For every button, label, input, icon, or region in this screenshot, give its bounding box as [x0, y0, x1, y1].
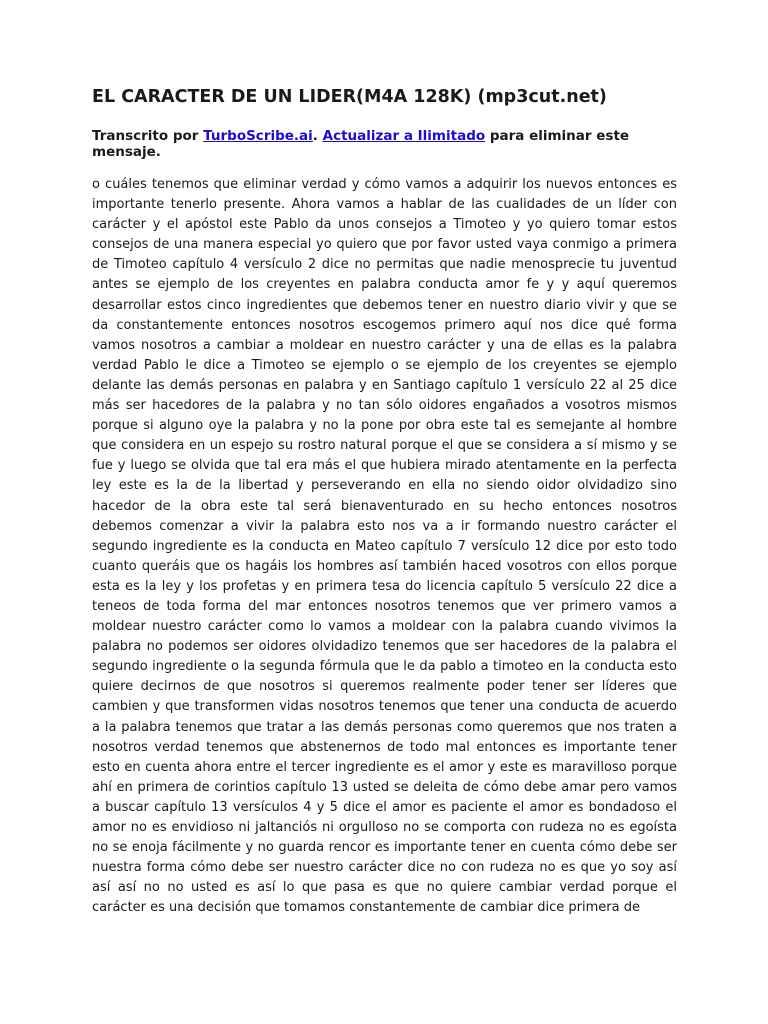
notice-prefix: Transcrito por	[92, 128, 204, 144]
upgrade-unlimited-link[interactable]: Actualizar a Ilimitado	[322, 128, 486, 144]
notice-suffix: para eliminar este mensaje.	[92, 128, 630, 160]
transcription-notice	[92, 128, 677, 160]
document-title: EL CARACTER DE UN LIDER(M4A 128K) (mp3cut.net)	[92, 87, 607, 107]
transcript-body: o cuáles tenemos que eliminar verdad y cómo vamos a adquirir los nuevos entonces es importante tenerlo presente. Ahora vamos a hablar de las cualidades de un líder con carácter y el apóstol este Pablo da unos consejos a Timoteo y yo quiero tomar estos consejos de una manera especial yo quiero que por favor usted vaya conmigo a primera de Timoteo capítulo 4 versículo 2 dice no permitas que nadie menosprecie tu juventud antes se ejemplo de los creyentes en palabra conducta amor fe y y aquí queremos desarrollar estos cinco ingredientes que debemos tener en nuestro diario vivir y que se da constantemente entonces nosotros escogemos primero aquí nos dice qué forma vamos nosotros a cambiar a moldear en nuestro carácter y una de ellas es la palabra verdad Pablo le dice a Timoteo se ejemplo o se ejemplo de los creyentes se ejemplo delante las demás personas en palabra y en Santiago capítulo 1 versículo 22 al 25 dice más ser hacedores de la palabra y no tan sólo oidores engañados a vosotros mismos porque si alguno oye la palabra y no la pone por obra este tal es semejante al hombre que considera en un espejo su rostro natural porque el que se considera a sí mismo y se fue y luego se olvida que tal era más el que hubiera mirado atentamente en la perfecta ley este es la de la libertad y perseverando en ella no siendo oidor olvidadizo sino hacedor de la obra este tal será bienaventurado en su hecho entonces nosotros debemos comenzar a vivir la palabra esto nos va a ir formando nuestro carácter el segundo ingrediente es la conducta en Mateo capítulo 7 versículo 12 dice por esto todo cuanto queráis que os hagáis los hombres así también haced vosotros con ellos porque esta es la ley y los profetas y en primera tesa do licencia capítulo 5 versículo 22 dice a teneos de toda forma del mar entonces nosotros tenemos que ver primero vamos a moldear nuestro carácter como lo vamos a moldear con la palabra cuando vivimos la palabra no podemos ser oidores olvidadizo tenemos que ser hacedores de la palabra el segundo ingrediente o la segunda fórmula que le da pablo a timoteo en la conducta esto quiere decirnos de que nosotros si queremos realmente poder tener ser líderes que cambien y que transformen vidas nosotros tenemos que tener una conducta de acuerdo a la palabra tenemos que tratar a las demás personas como queremos que nos traten a nosotros verdad tenemos que abstenernos de todo mal entonces es importante tener esto en cuenta ahora entre el tercer ingrediente es el amor y este es maravilloso porque ahí en primera de corintios capítulo 13 usted se deleita de cómo debe amar pero vamos a buscar capítulo 13 versículos 4 y 5 dice el amor es paciente el amor es bondadoso el amor no es envidioso ni jaltanciós ni orgulloso no se comporta con rudeza no es egoísta no se enoja fácilmente y no guarda rencor es importante tener en cuenta cómo debe ser nuestra forma cómo debe ser nuestro carácter dice no con rudeza no es que yo soy así así así no no usted es así lo que pasa es que no quiere cambiar verdad porque el carácter es una decisión que tomamos constantemente de cambiar dice primera de	[92, 177, 677, 915]
notice-separator: .	[312, 128, 323, 144]
turboscribe-link[interactable]: TurboScribe.ai	[203, 128, 313, 144]
document-content	[92, 86, 677, 915]
